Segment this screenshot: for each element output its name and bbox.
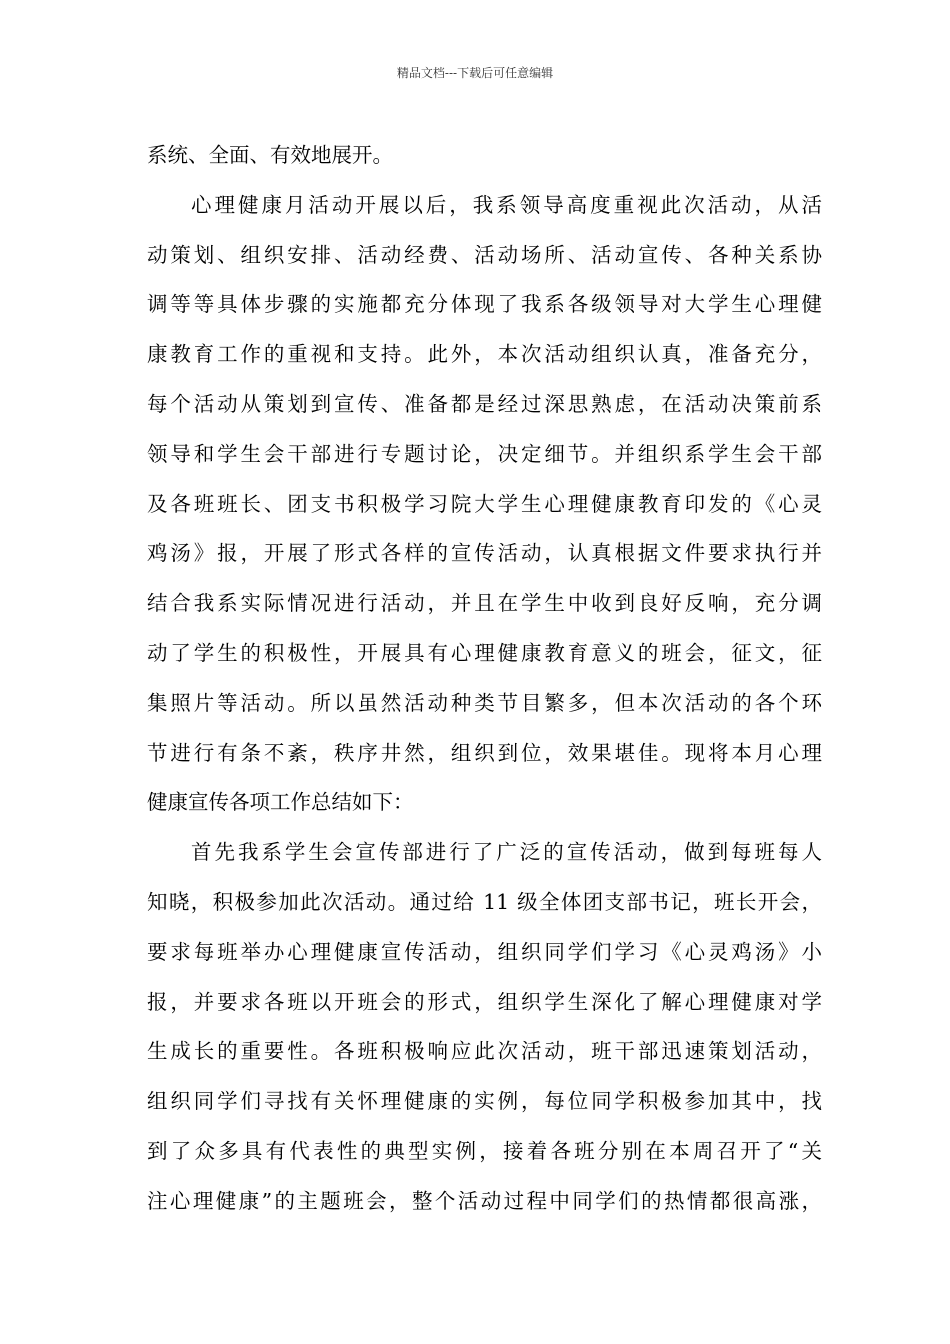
text-line: 动了学生的积极性，开展具有心理健康教育意义的班会，征文，征 bbox=[147, 640, 822, 665]
text-line: 组织同学们寻找有关怀理健康的实例，每位同学积极参加其中，找 bbox=[147, 1089, 822, 1114]
text-line: 及各班班长、团支书积极学习院大学生心理健康教育印发的《心灵 bbox=[147, 491, 822, 516]
document-body bbox=[147, 131, 822, 1227]
text-line: 结合我系实际情况进行活动，并且在学生中收到良好反响，充分调 bbox=[147, 591, 822, 616]
text-line: 康教育工作的重视和支持。此外，本次活动组织认真，准备充分， bbox=[147, 342, 822, 367]
text-line: 鸡汤》报，开展了形式各样的宣传活动，认真根据文件要求执行并 bbox=[147, 541, 822, 566]
text-line: 健康宣传各项工作总结如下： bbox=[147, 790, 414, 815]
text-line: 知晓，积极参加此次活动。通过给 11 级全体团支部书记，班长开会， bbox=[147, 889, 822, 914]
text-line: 系统、全面、有效地展开。 bbox=[147, 143, 393, 167]
text-line: 要求每班举办心理健康宣传活动，组织同学们学习《心灵鸡汤》小 bbox=[147, 939, 822, 964]
text-line: 生成长的重要性。各班积极响应此次活动，班干部迅速策划活动， bbox=[147, 1039, 822, 1064]
paragraph-first-line: 心理健康月活动开展以后，我系领导高度重视此次活动，从活 bbox=[191, 192, 822, 217]
text-line: 集照片等活动。所以虽然活动种类节目繁多，但本次活动的各个环 bbox=[147, 690, 822, 715]
text-line: 调等等具体步骤的实施都充分体现了我系各级领导对大学生心理健 bbox=[147, 292, 822, 317]
text-line: 报，并要求各班以开班会的形式，组织学生深化了解心理健康对学 bbox=[147, 989, 822, 1014]
text-line: 节进行有条不紊，秩序井然，组织到位，效果堪佳。现将本月心理 bbox=[147, 740, 822, 765]
text-line: 到了众多具有代表性的典型实例，接着各班分别在本周召开了“关 bbox=[147, 1138, 822, 1163]
text-line: 领导和学生会干部进行专题讨论，决定细节。并组织系学生会干部 bbox=[147, 441, 822, 466]
text-line: 动策划、组织安排、活动经费、活动场所、活动宣传、各种关系协 bbox=[147, 242, 822, 267]
paragraph-first-line: 首先我系学生会宣传部进行了广泛的宣传活动，做到每班每人 bbox=[191, 840, 822, 865]
text-line: 注心理健康”的主题班会，整个活动过程中同学们的热情都很高涨， bbox=[147, 1188, 822, 1213]
page-header: 精品文档---下载后可任意编辑 bbox=[396, 66, 554, 80]
text-line: 每个活动从策划到宣传、准备都是经过深思熟虑，在活动决策前系 bbox=[147, 391, 822, 416]
